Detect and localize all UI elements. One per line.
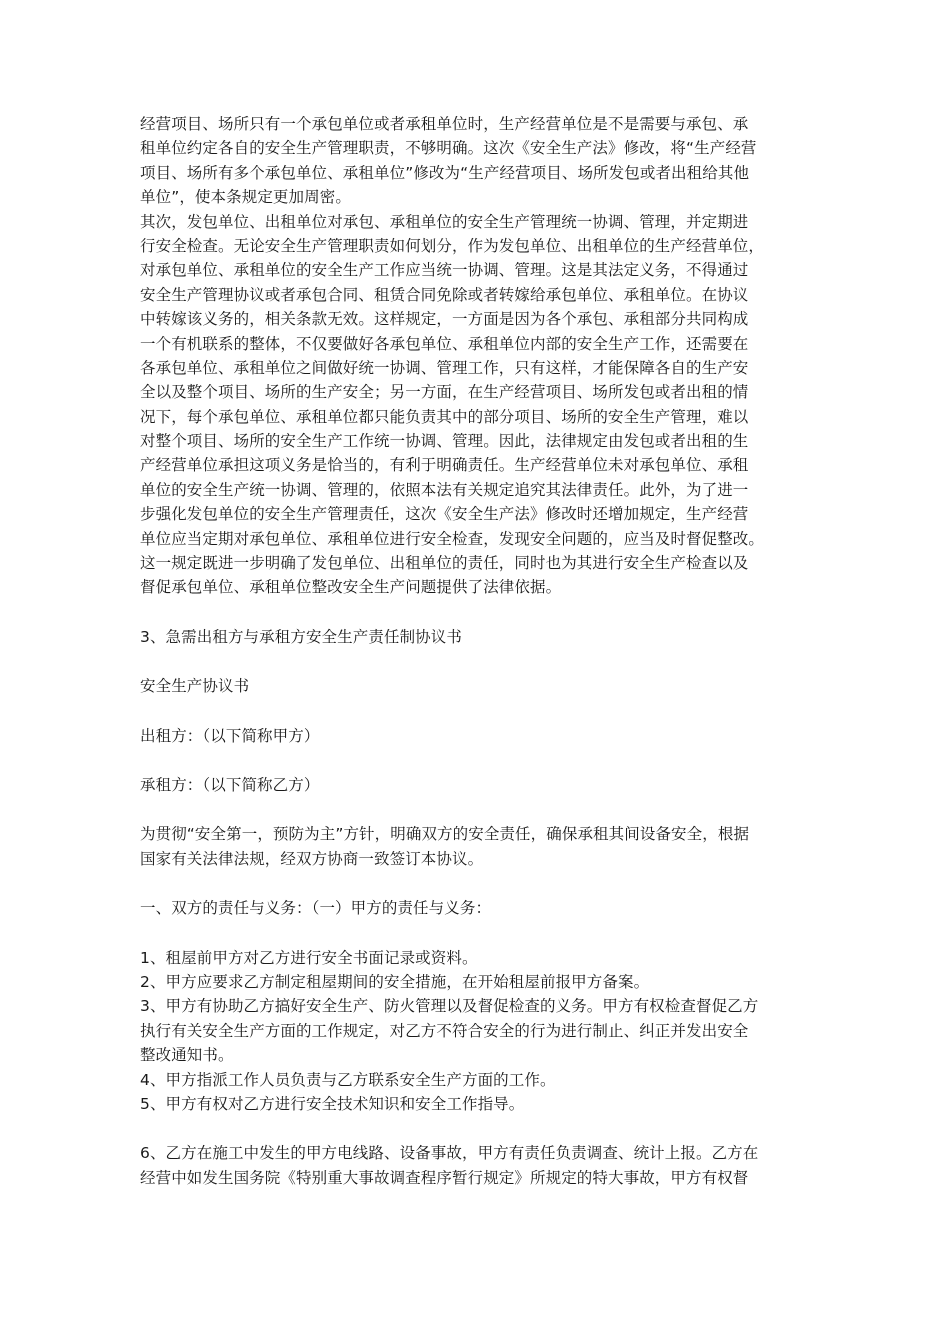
text-line: 单位的安全生产统一协调、管理的，依照本法有关规定追究其法律责任。此外，为了进一 bbox=[140, 480, 749, 499]
text-line: 单位”，使本条规定更加周密。 bbox=[140, 188, 351, 207]
text-line: 经营中如发生国务院《特别重大事故调查程序暂行规定》所规定的特大事故，甲方有权督 bbox=[140, 1168, 749, 1187]
text-line: 中转嫁该义务的，相关条款无效。这样规定，一方面是因为各个承包、承租部分共同构成 bbox=[140, 310, 749, 329]
list-item: 1、租屋前甲方对乙方进行安全书面记录或资料。 bbox=[140, 948, 478, 967]
section-heading: 3、急需出租方与承租方安全生产责任制协议书 bbox=[140, 627, 462, 646]
text-line: 单位应当定期对承包单位、承租单位进行安全检查，发现安全问题的，应当及时督促整改。 bbox=[140, 529, 765, 548]
text-line: 6、乙方在施工中发生的甲方电线路、设备事故，甲方有责任负责调查、统计上报。乙方在 bbox=[140, 1144, 759, 1163]
list-item: 4、甲方指派工作人员负责与乙方联系安全生产方面的工作。 bbox=[140, 1070, 556, 1089]
text-line: 产经营单位承担这项义务是恰当的，有利于明确责任。生产经营单位未对承包单位、承租 bbox=[140, 456, 749, 475]
text-line: 经营项目、场所只有一个承包单位或者承租单位时，生产经营单位是不是需要与承包、承 bbox=[140, 115, 749, 133]
text-line: 国家有关法律法规，经双方协商一致签订本协议。 bbox=[140, 849, 484, 868]
text-line: 其次，发包单位、出租单位对承包、承租单位的安全生产管理统一协调、管理，并定期进 bbox=[140, 212, 749, 231]
text-line: 为贯彻“安全第一，预防为主”方针，明确双方的安全责任，确保承租其间设备安全，根据 bbox=[140, 825, 750, 844]
text-line: 项目、场所有多个承包单位、承租单位”修改为“生产经营项目、场所发包或者出租给其他 bbox=[140, 163, 750, 182]
list-item: 3、甲方有协助乙方搞好安全生产、防火管理以及督促检查的义务。甲方有权检查督促乙方 bbox=[140, 997, 759, 1016]
section1-heading: 一、双方的责任与义务：（一）甲方的责任与义务： bbox=[140, 899, 492, 918]
document-page bbox=[140, 112, 820, 1190]
text-line: 对整个项目、场所的安全生产工作统一协调、管理。因此，法律规定由发包或者出租的生 bbox=[140, 432, 749, 451]
text-line: 租单位约定各自的安全生产管理职责，不够明确。这次《安全生产法》修改，将“生产经营 bbox=[140, 139, 757, 158]
list-item: 执行有关安全生产方面的工作规定，对乙方不符合安全的行为进行制止、纠正并发出安全 bbox=[140, 1021, 749, 1040]
text-line: 一个有机联系的整体，不仅要做好各承包单位、承租单位内部的安全生产工作，还需要在 bbox=[140, 334, 749, 353]
text-line: 各承包单位、承租单位之间做好统一协调、管理工作，只有这样，才能保障各自的生产安 bbox=[140, 358, 749, 377]
text-line: 安全生产管理协议或者承包合同、租赁合同免除或者转嫁给承包单位、承租单位。在协议 bbox=[140, 285, 749, 304]
text-line: 况下，每个承包单位、承租单位都只能负责其中的部分项目、场所的安全生产管理，难以 bbox=[140, 407, 749, 426]
lessee-line: 承租方：（以下简称乙方） bbox=[140, 775, 320, 794]
list-item: 5、甲方有权对乙方进行安全技术知识和安全工作指导。 bbox=[140, 1094, 525, 1113]
list-item: 2、甲方应要求乙方制定租屋期间的安全措施，在开始租屋前报甲方备案。 bbox=[140, 972, 650, 991]
item-6 bbox=[140, 1141, 820, 1190]
document-title: 安全生产协议书 bbox=[140, 677, 250, 696]
text-line: 步强化发包单位的安全生产管理责任，这次《安全生产法》修改时还增加规定，生产经营 bbox=[140, 505, 749, 524]
text-line: 这一规定既进一步明确了发包单位、出租单位的责任，同时也为其进行安全生产检查以及 bbox=[140, 554, 749, 573]
text-line: 行安全检查。无论安全生产管理职责如何划分，作为发包单位、出租单位的生产经营单位， bbox=[140, 236, 765, 255]
duties-list bbox=[140, 946, 820, 1117]
preamble bbox=[140, 822, 820, 871]
text-line: 督促承包单位、承租单位整改安全生产问题提供了法律依据。 bbox=[140, 578, 562, 597]
paragraph-1 bbox=[140, 112, 820, 210]
paragraph-2 bbox=[140, 210, 820, 600]
list-item: 整改通知书。 bbox=[140, 1046, 234, 1065]
lessor-line: 出租方：（以下简称甲方） bbox=[140, 726, 320, 745]
text-line: 对承包单位、承租单位的安全生产工作应当统一协调、管理。这是其法定义务，不得通过 bbox=[140, 261, 749, 280]
text-line: 全以及整个项目、场所的生产安全；另一方面，在生产经营项目、场所发包或者出租的情 bbox=[140, 383, 749, 402]
